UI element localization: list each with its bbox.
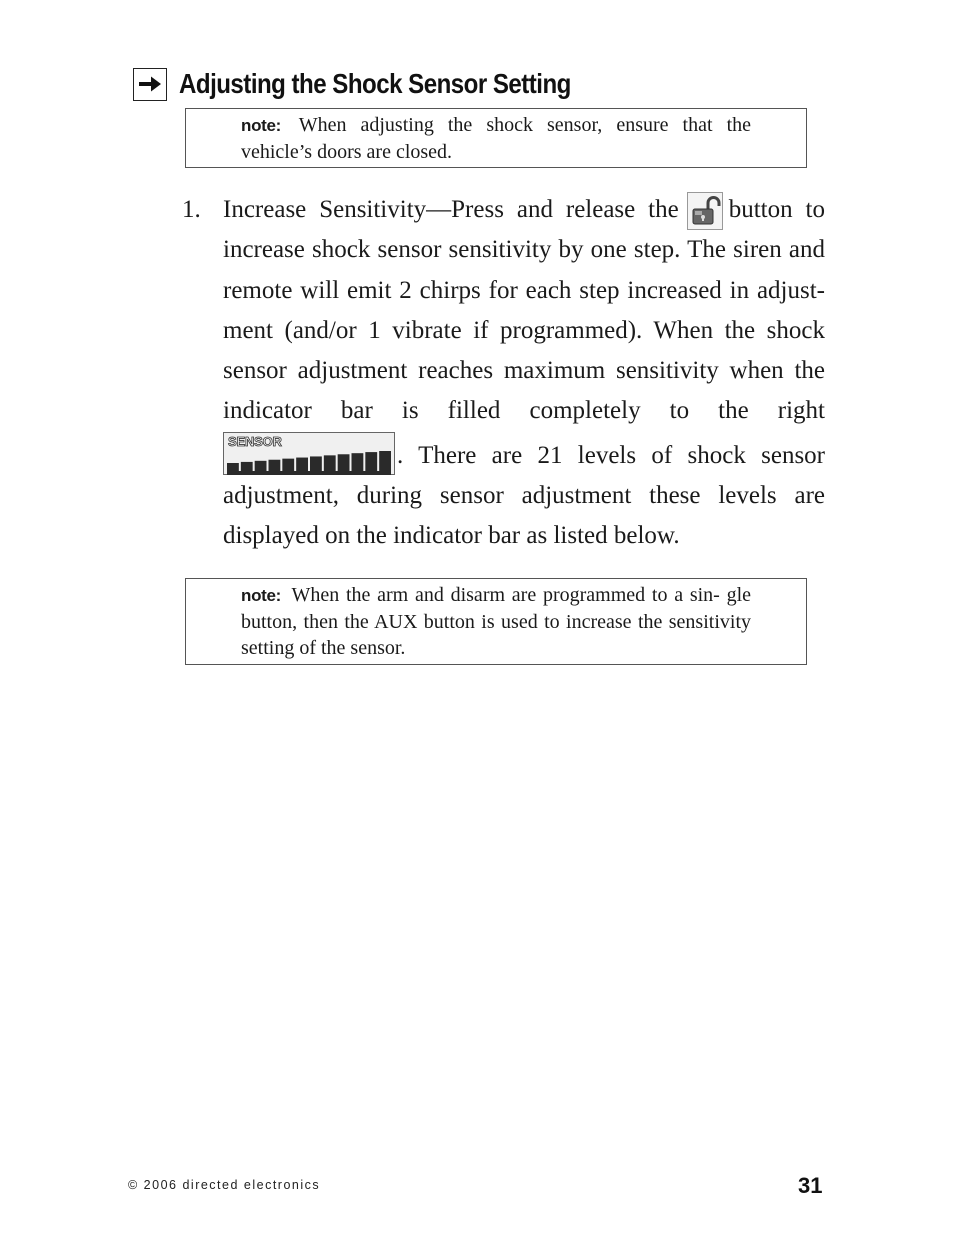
note-box-aux [185,578,807,665]
note-label: note: [241,586,282,605]
unlock-icon [687,192,723,230]
step-number: 1. [182,196,201,223]
footer-copyright: © 2006 directed electronics [128,1178,321,1192]
sensor-indicator-bar [223,432,395,475]
section-title: Adjusting the Shock Sensor Setting [179,68,571,99]
note-text: When adjusting the shock sensor, ensure that the vehicle’s doors are closed. [241,114,751,163]
step-increase-sensitivity [182,190,825,557]
arrow-right-icon [133,68,167,101]
note-label: note: [241,116,282,135]
sensor-base [227,471,391,475]
step-text-intro: Increase Sensitivity—Press and release the [223,196,679,223]
step-text-levels: . There are 21 levels of shock sensor adjustment, during sensor adjustment these levels are displayed on the indicator bar as listed below. [223,441,825,550]
page-number: 31 [798,1173,823,1198]
step-text-main: button to increase shock sensor sensitivity by one step. The siren and remote will emit 2 chirps for each step increased in adjust- ment (and/or 1 vibrate if programmed). When the shock sensor adjustment reaches maximum sensitivity when the indicator bar is filled completely to the right [223,196,825,425]
section-heading [133,66,635,102]
sensor-level-bars [227,451,391,475]
note-box-doors [185,108,807,168]
sensor-label: SENSOR [228,433,282,449]
step-body [223,190,825,557]
note-text: When the arm and disarm are programmed to a sin- gle button, then the AUX button is used to increase the sensitivity setting of the sensor. [241,584,751,659]
